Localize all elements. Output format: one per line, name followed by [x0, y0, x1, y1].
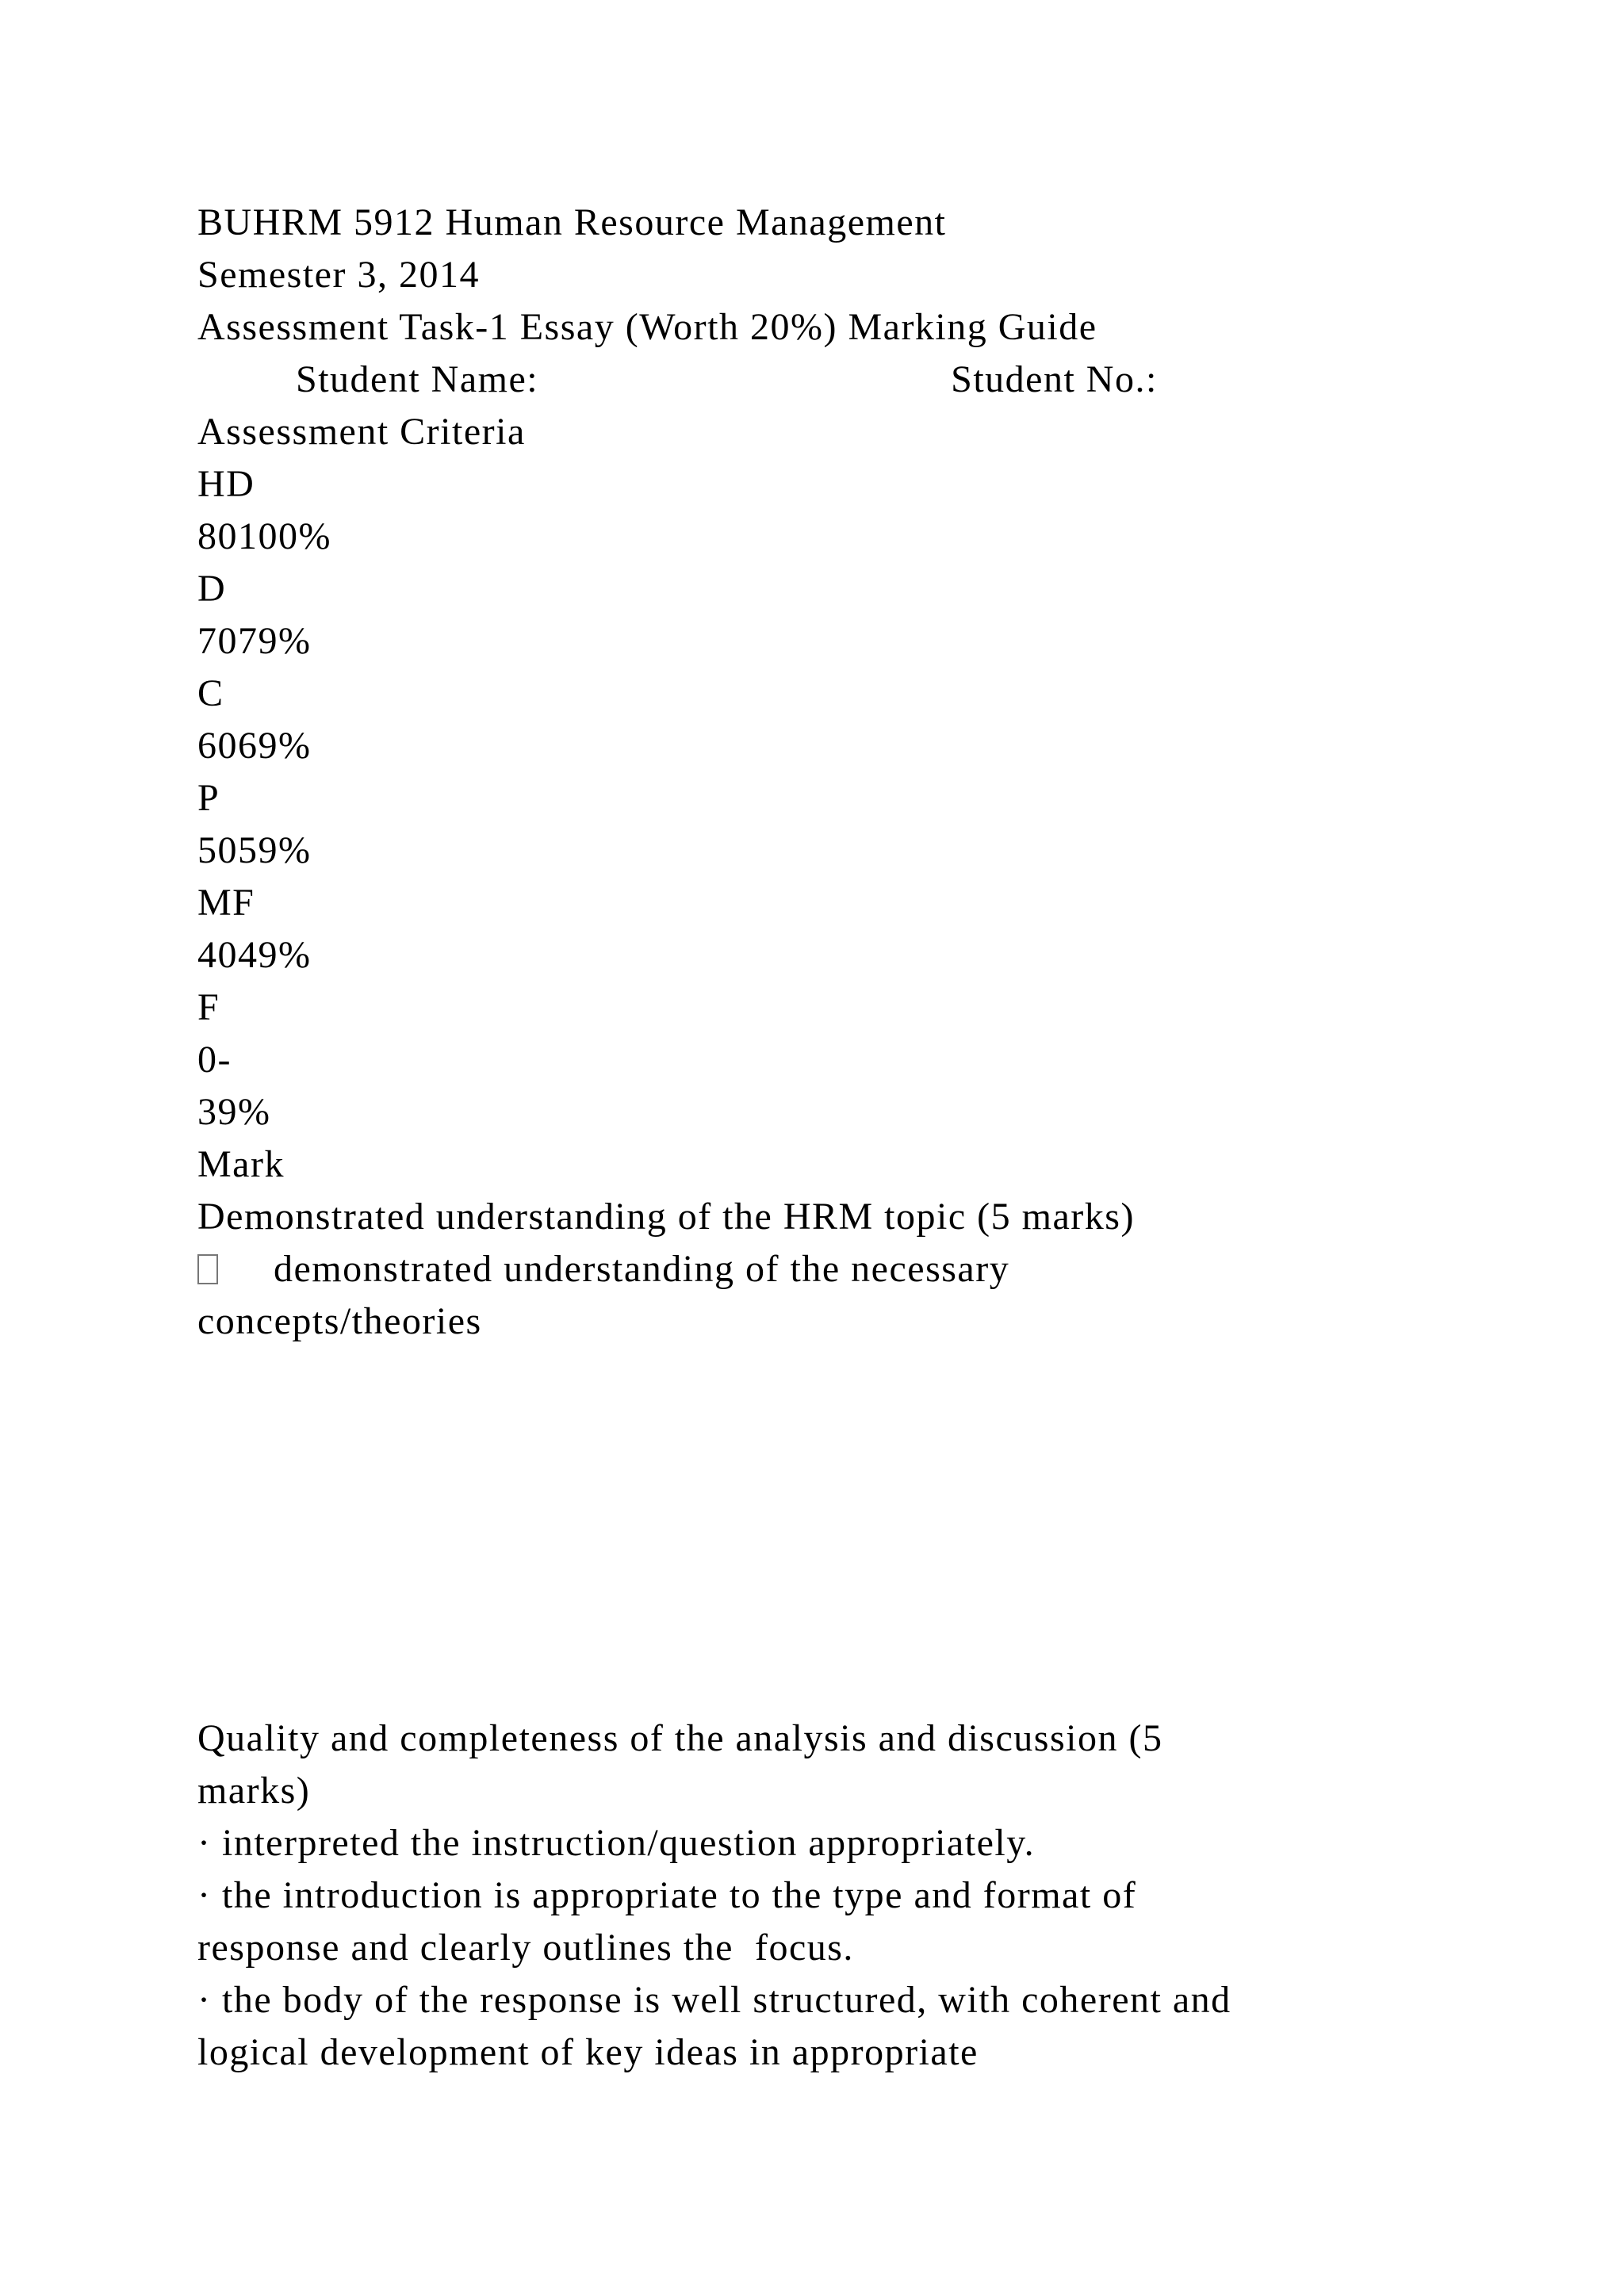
criterion-2-title: Quality and completeness of the analysis and discussion (5: [197, 1717, 1163, 1759]
semester: Semester 3, 2014: [197, 254, 480, 296]
mark-label: Mark: [197, 1143, 285, 1185]
criterion-1-item-1: [197, 1243, 1009, 1295]
grade-f: F: [197, 986, 220, 1028]
criterion-1-item-1-cont: concepts/theories: [197, 1300, 482, 1342]
criterion-1-title: Demonstrated understanding of the HRM topic (5 marks): [197, 1196, 1135, 1238]
grade-mf-range: 4049%: [197, 934, 312, 976]
grade-d: D: [197, 568, 227, 610]
grade-p-range: 5059%: [197, 829, 312, 871]
criteria-header-label: Assessment Criteria: [197, 411, 526, 453]
student-info-line: [197, 354, 1158, 406]
grade-hd: HD: [197, 463, 255, 505]
criterion-2-item-3: · the body of the response is well structured, with coherent and: [197, 1979, 1231, 2021]
missing-glyph-bullet-icon: [197, 1254, 218, 1284]
criterion-2-title-cont: marks): [197, 1770, 311, 1812]
grade-c-range: 6069%: [197, 725, 312, 767]
grade-c: C: [197, 672, 224, 714]
task-title: Assessment Task-1 Essay (Worth 20%) Marking Guide: [197, 306, 1097, 348]
grade-d-range: 7079%: [197, 620, 312, 662]
student-name-label: Student Name:: [296, 358, 539, 400]
criterion-2-item-3-cont: logical development of key ideas in appropriate: [197, 2031, 979, 2073]
criterion-2-item-2: · the introduction is appropriate to the type and format of: [197, 1874, 1137, 1916]
criterion-2-item-2-cont: response and clearly outlines the focus.: [197, 1927, 854, 1969]
criterion-2-item-1: · interpreted the instruction/question appropriately.: [197, 1822, 1036, 1864]
grade-f-range-end: 39%: [197, 1091, 271, 1133]
course-title: BUHRM 5912 Human Resource Management: [197, 201, 947, 243]
grade-p: P: [197, 777, 220, 819]
student-no-label: Student No.:: [951, 358, 1158, 400]
grade-mf: MF: [197, 882, 255, 924]
criterion-1-item-1-text: demonstrated understanding of the necessary: [274, 1248, 1010, 1290]
grade-hd-range: 80100%: [197, 515, 331, 557]
grade-f-range-start: 0-: [197, 1039, 232, 1081]
